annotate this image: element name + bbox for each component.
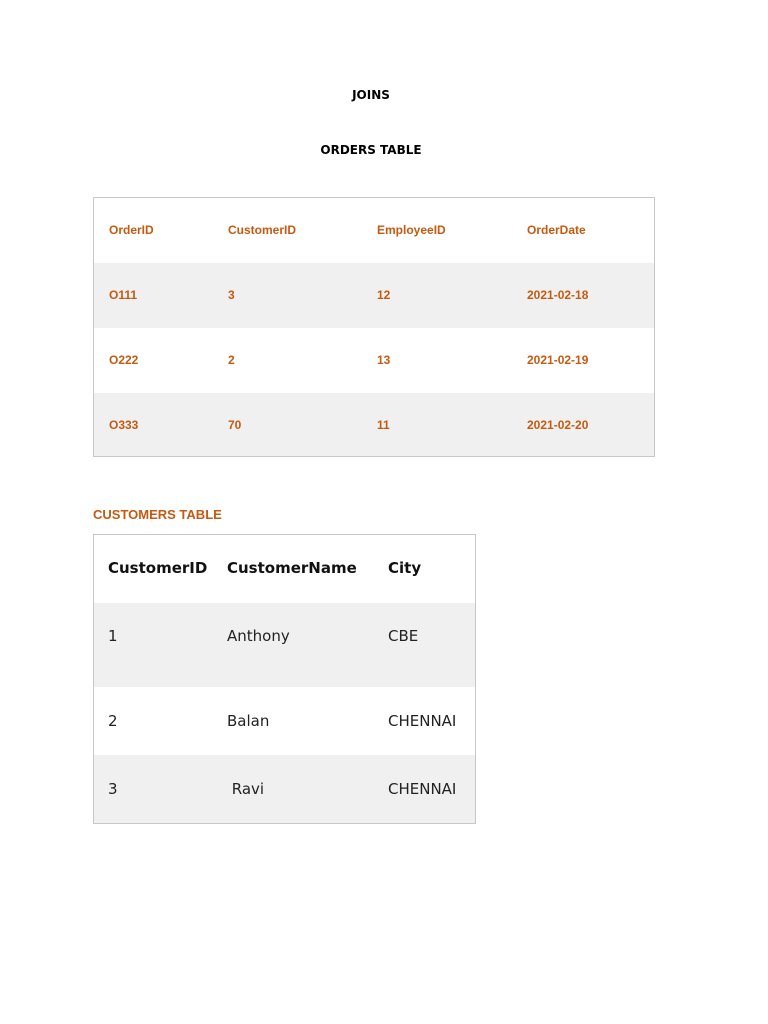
orders-cell: 2021-02-20 [527,418,589,432]
orders-cell: 13 [377,353,391,367]
customers-cell: CBE [388,627,419,645]
customers-cell: 3 [108,780,118,798]
table-row [94,603,475,687]
customers-cell: Ravi [227,780,265,798]
table-row [94,687,475,755]
orders-cell: 2 [228,353,235,367]
customers-table-title: CUSTOMERS TABLE [93,507,222,522]
table-row [94,755,475,823]
orders-cell: 3 [228,288,235,302]
orders-cell: 11 [377,418,390,432]
orders-table [93,197,655,457]
orders-header-cell: EmployeeID [377,223,446,237]
orders-table-title: ORDERS TABLE [320,143,422,157]
customers-cell: Balan [227,712,270,730]
orders-header-cell: OrderDate [527,223,586,237]
orders-cell: 12 [377,288,391,302]
customers-table [93,534,476,824]
customers-cell: 2 [108,712,118,730]
customers-cell: 1 [108,627,118,645]
table-row [94,393,654,456]
table-row [94,328,654,393]
customers-header-cell: CustomerID [108,559,208,577]
orders-cell: O333 [109,418,139,432]
orders-cell: O222 [109,353,139,367]
orders-header-row [94,198,654,263]
customers-header-cell: CustomerName [227,559,357,577]
customers-cell: CHENNAI [388,780,457,798]
orders-cell: 2021-02-18 [527,288,589,302]
customers-header-row [94,535,475,603]
customers-cell: CHENNAI [388,712,457,730]
orders-cell: 2021-02-19 [527,353,589,367]
customers-cell: Anthony [227,627,290,645]
orders-cell: O111 [109,288,138,302]
orders-cell: 70 [228,418,242,432]
orders-header-cell: OrderID [109,223,154,237]
customers-header-cell: City [388,559,422,577]
page-title: JOINS [352,88,390,102]
orders-header-cell: CustomerID [228,223,297,237]
table-row [94,263,654,328]
